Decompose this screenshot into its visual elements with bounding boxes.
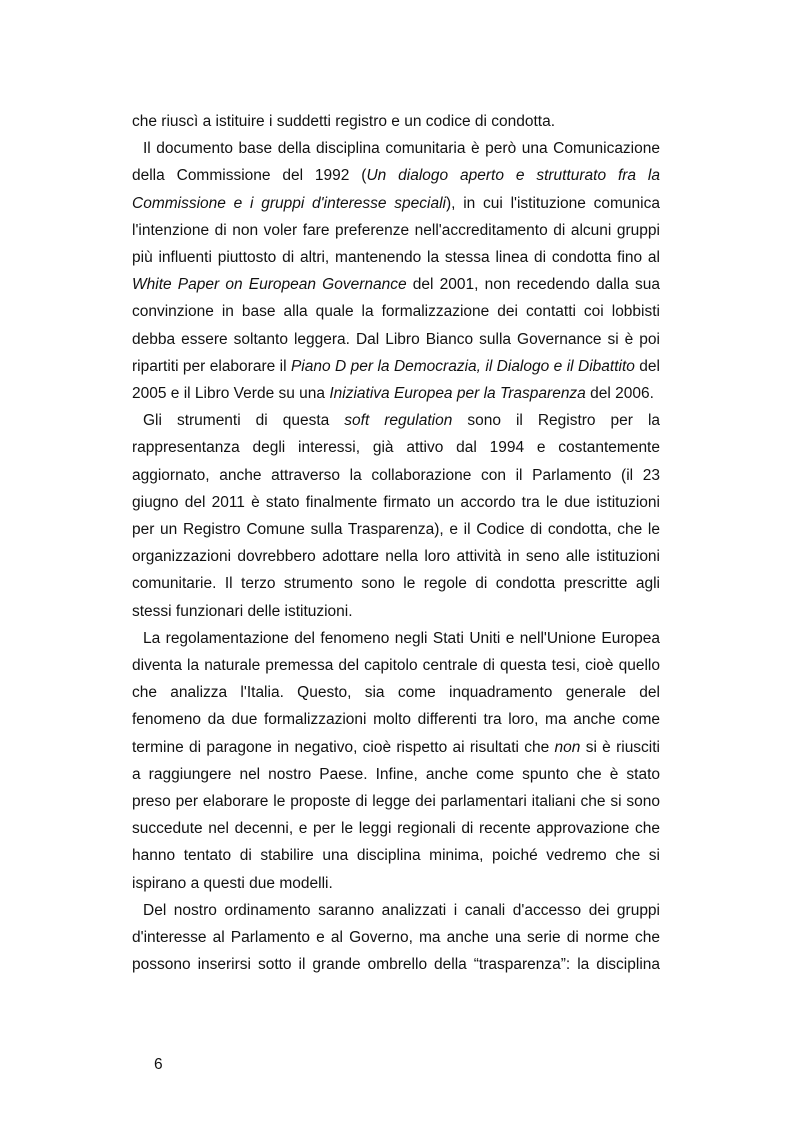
text-segment: La regolamentazione del fenomeno negli Stati Uniti e nell'Unione Europea diventa la naturale premessa del capitolo centrale di questa tesi, cioè quello che analizza l'Italia. Questo, sia come inquadramento generale del fenomeno da due formalizzazioni molto differenti tra loro, ma anche come termine di paragone in negativo, cioè rispetto ai risultati che	[132, 629, 660, 756]
text-segment: sono il Registro per la rappresentanza degli interessi, già attivo dal 1994 e costantemente aggiornato, anche attraverso la collaborazione con il Parlamento (il 23 giugno del 2011 è stato finalmente firmato un accordo tra le due istituzioni per un Registro Comune sulla Trasparenza), e il Codice di condotta, che le organizzazioni dovrebbero adottare nella loro attività in seno alle istituzioni comunitarie. Il terzo strumento sono le regole di condotta prescritte agli stessi funzionari delle istituzioni.	[132, 412, 661, 620]
italic-title: Iniziativa Europea per la Trasparenza	[329, 385, 586, 403]
italic-term: soft regulation	[344, 412, 453, 430]
text-segment: del 2001, non recedendo dalla sua convinzione in base alla quale la formalizzazione dei contatti coi lobbisti debba essere soltanto leggera. Dal Libro Bianco sulla Governance si è poi ripartiti per elaborare il	[132, 276, 660, 375]
italic-title: Piano D per la Democrazia, il Dialogo e il Dibattito	[290, 357, 635, 375]
paragraph-ordinamento	[132, 897, 660, 979]
text-segment: del 2005 e il Libro Verde su una	[132, 357, 660, 403]
body-text	[132, 108, 660, 979]
text-segment: ), in cui l'istituzione comunica l'intenzione di non voler fare preferenze nell'accreditamento di alcuni gruppi più influenti piuttosto di altri, mantenendo la stessa linea di condotta fino al	[132, 194, 660, 267]
paragraph-commissione	[132, 135, 660, 407]
text-segment: Del nostro ordinamento saranno analizzati i canali d'accesso dei gruppi d'interesse al Parlamento e al Governo, ma anche una serie di norme che possono inserirsi sotto il grande ombrello della “trasparenza”: la disciplina	[132, 901, 660, 974]
text-segment: si è riusciti a raggiungere nel nostro Paese. Infine, anche come spunto che è stato preso per elaborare le proposte di legge dei parlamentari italiani che si sono succedute nel decenni, e per le leggi regionali di recente approvazione che hanno tentato di stabilire una disciplina minima, poiché vedremo che si ispirano a questi due modelli.	[132, 738, 661, 892]
text-segment: Gli strumenti di questa	[143, 412, 345, 430]
text-segment: Il documento base della disciplina comunitaria è però una Comunicazione della Commissione del 1992 (	[132, 140, 660, 185]
paragraph-continuation	[132, 108, 660, 135]
paragraph-regolamentazione	[132, 625, 660, 897]
page-number: 6	[154, 1056, 163, 1073]
paragraph-strumenti	[132, 407, 660, 625]
text-segment: che riuscì a istituire i suddetti registro e un codice di condotta.	[132, 113, 556, 130]
italic-title: Un dialogo aperto e strutturato fra la Commissione e i gruppi d'interesse speciali	[132, 167, 660, 212]
italic-term: non	[554, 738, 581, 756]
text-segment: del 2006.	[585, 385, 654, 403]
italic-title: White Paper on European Governance	[132, 276, 407, 294]
